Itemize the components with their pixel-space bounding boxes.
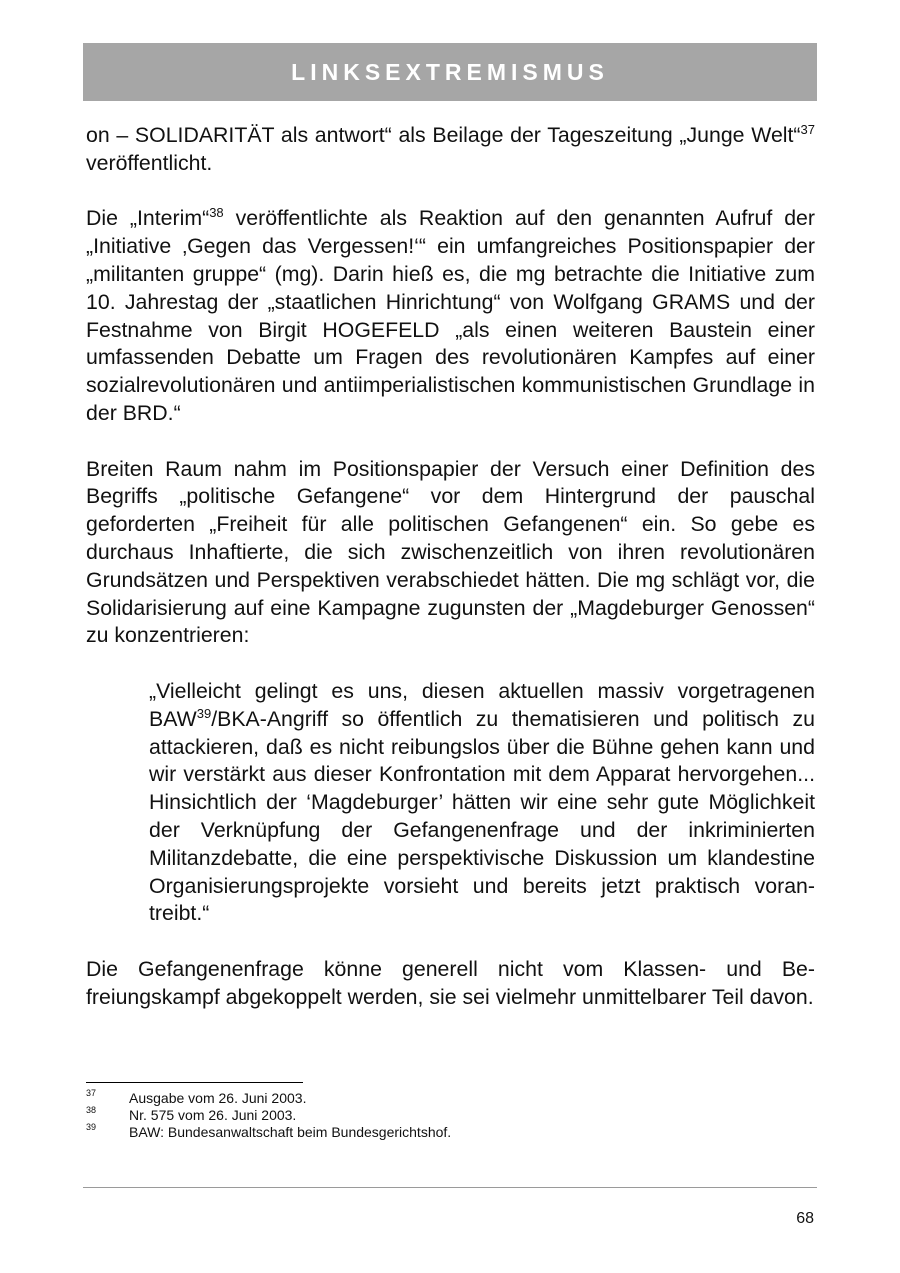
paragraph-1-text-b: veröffentlicht. [86,150,213,175]
footnote-number: 39 [86,1122,97,1132]
paragraph-4: Die Gefangenenfrage könne generell nicht vom Klassen- und Befreiungskampf abgekoppelt werden, sie sei vielmehr unmittelbarer Teil davon. [86,956,815,1009]
block-quote [149,678,815,928]
paragraph-1-text-a: on – SOLIDARITÄT als antwort“ als Beilage der Tageszeitung „Junge Welt“ [86,123,801,147]
section-header-banner [83,43,817,101]
paragraph-2-text-b: veröffentlichte als Reaktion auf den genannten Aufruf der „Initiative ‚Gegen das Vergessen!‘“ ein umfangreiches Positionspapier der „militanten gruppe“ (mg). Darin hieß es, die mg betrachte die Initiative zum 10. Jahrestag der „staatlichen Hinrichtung“ von Wolfgang GRAMS und der Festnahme von Birgit HOGEFELD „als einen weiteren Baustein einer umfassenden Debatte um Fragen des revolutionären Kampfes auf einer sozialrevolutionären und antiimperialistischen kommunistischen Grundlage in der BRD.“ [86,206,815,425]
footnote-37 [86,1090,786,1107]
block-quote-text-a: „Vielleicht gelingt es uns, diesen aktuellen massiv vorgetragenen BAW [149,678,815,731]
footnote-text: Nr. 575 vom 26. Juni 2003. [129,1107,297,1123]
footnote-separator [86,1082,303,1083]
page-number: 68 [796,1210,814,1227]
footnotes [86,1090,786,1141]
block-quote-text-b: /BKA-Angriff so öffentlich zu thematisieren und politisch zu attackieren, daß es nicht reibungslos über die Bühne gehen kann und wir verstärkt aus dieser Konfrontation mit dem Apparat hervorgehen... Hinsichtlich der ‘Magdeburger’ hätten wir eine sehr gute Möglichkeit der Verknüpfung der Gefangenenfrage und der inkriminierten Militanzdebatte, die eine perspektivische Diskussion um klandestine Organisierungsprojekte vorsieht und bereits jetzt praktisch vorantreibt.“ [149,706,815,926]
footnote-number: 37 [86,1088,97,1098]
footnote-39 [86,1124,786,1141]
paragraph-2 [86,205,815,427]
footnote-38 [86,1107,786,1124]
paragraph-3: Breiten Raum nahm im Positionspapier der Versuch einer Definition des Begriffs „politische Gefangene“ vor dem Hintergrund der pauschal geforderten „Freiheit für alle politischen Gefangenen“ ein. So gebe es durchaus Inhaftierte, die sich zwischenzeitlich von ihren revolutionären Grundsätzen und Perspektiven verabschiedet hätten. Die mg schlägt vor, die Solidarisierung auf eine Kampagne zugunsten der „Magdeburger Genossen“ zu konzentrieren: [86,456,815,648]
paragraph-1 [86,122,815,178]
footnote-number: 38 [86,1105,97,1115]
footnote-text: Ausgabe vom 26. Juni 2003. [129,1090,307,1106]
footnote-ref-38: 38 [209,205,224,221]
footnote-ref-37: 37 [800,122,815,137]
paragraph-2-text-a: Die „Interim“ [86,206,210,231]
section-title: LINKSEXTREMISMUS [291,58,609,85]
footnote-ref-39: 39 [196,705,212,721]
main-text [86,122,815,1012]
footer-rule [83,1187,817,1188]
footnote-text: BAW: Bundesanwaltschaft beim Bundesgerichtshof. [129,1124,452,1140]
